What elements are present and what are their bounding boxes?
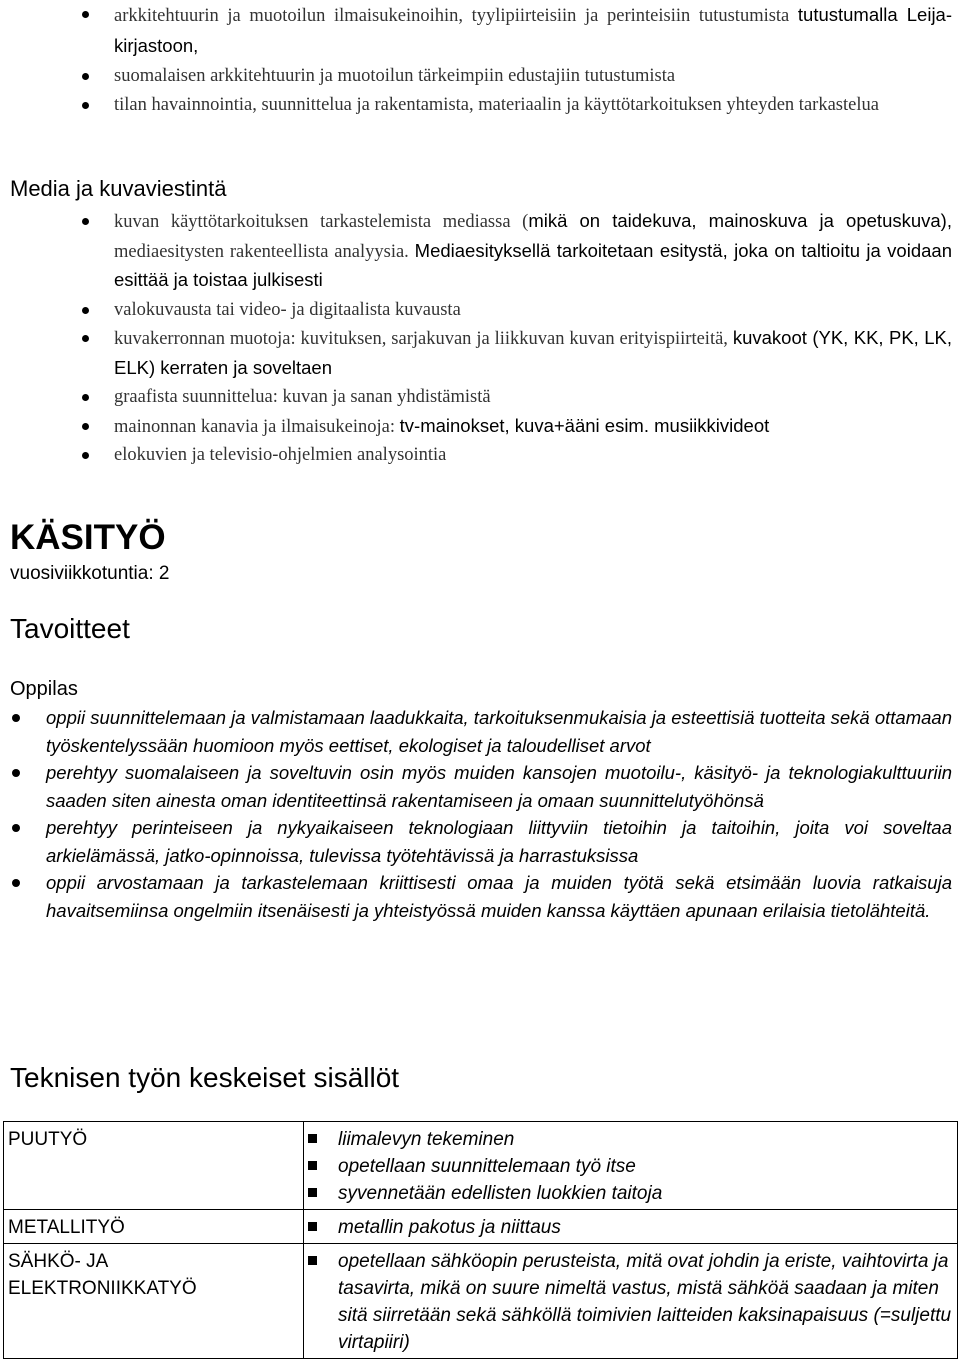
list-item-text: opetellaan suunnittelemaan työ itse: [338, 1156, 636, 1177]
list-item: [0, 869, 960, 924]
table-cell-label: METALLITYÖ: [4, 1210, 304, 1244]
list-item: [0, 412, 960, 442]
list-item-text: opetellaan sähköopin perusteista, mitä ovat johdin ja eriste, vaihtovirta ja tasavirta, mikä on suure nimeltä vastus, mistä sähköä saadaan ja miten sitä siirretään sekä sähköllä toimivien laitteiden kaksinapaisuus (=suljettu virtapiiri): [338, 1251, 952, 1353]
bullet-icon: [82, 102, 89, 109]
list-item-text: mainonnan kanavia ja ilmaisukeinoja:: [114, 416, 400, 437]
bullet-icon: [82, 218, 89, 225]
square-bullet-icon: [308, 1188, 317, 1197]
list-item-text: kuvan käyttötarkoituksen tarkastelemista mediassa (: [114, 212, 529, 232]
table-cell-items: [304, 1210, 958, 1244]
square-bullet-icon: [308, 1222, 317, 1231]
square-bullet-icon: [308, 1256, 317, 1265]
content-list: [304, 1126, 953, 1207]
list-item: [0, 704, 960, 759]
list-item: [0, 324, 960, 383]
table-cell-items: [304, 1244, 958, 1359]
bullet-icon: [12, 824, 20, 832]
bullet-icon: [82, 423, 89, 430]
bullet-icon: [12, 714, 20, 722]
goal-text: perehtyy suomalaiseen ja soveltuvin osin myös muiden kansojen muotoilu-, käsityö- ja teknologiakulttuuriin saaden siten ainesta oman identiteettinsä rakentamiseen ja omaan suunnittelutyöhönsä: [46, 762, 952, 811]
list-item: [0, 441, 960, 470]
list-item-text: syvennetään edellisten luokkien taitoja: [338, 1183, 663, 1204]
list-item-text: metallin pakotus ja niittaus: [338, 1217, 561, 1238]
square-bullet-icon: [308, 1161, 317, 1170]
list-item-text-emphasis: kuvakoot (YK, KK, PK, LK, ELK) kerraten ja soveltaen: [114, 327, 952, 378]
table-row: [4, 1122, 958, 1210]
goal-text: oppii suunnittelemaan ja valmistamaan laadukkaita, tarkoituksenmukaisia ja esteettisiä tuotteita sekä ottamaan työskentelyssään huomioon myös eettiset, ekologiset ja taloudelliset arvot: [46, 707, 952, 756]
subject-title: KÄSITYÖ: [10, 518, 166, 557]
list-item: [0, 91, 960, 120]
list-item: [304, 1180, 953, 1207]
list-item-text-emphasis: tutustumalla Leija-kirjastoon,: [114, 4, 952, 56]
list-item-text-emphasis: Mediaesityksellä tarkoitetaan esitystä, joka on taltioitu ja voidaan esittää ja toistaa julkisesti: [114, 239, 952, 290]
list-item: [0, 207, 960, 296]
media-bullet-list: [0, 207, 960, 470]
list-item-text: mediaesitysten rakenteellista analyysia.: [114, 241, 415, 262]
content-heading: Teknisen työn keskeiset sisällöt: [10, 1062, 400, 1093]
list-item-text: suomalaisen arkkitehtuurin ja muotoilun tärkeimpiin edustajiin tutustumista: [114, 66, 676, 86]
bullet-icon: [82, 335, 89, 342]
bullet-icon: [82, 11, 89, 18]
weekly-hours: vuosiviikkotuntia: 2: [10, 563, 170, 584]
list-item: [304, 1153, 953, 1180]
goals-list: [0, 704, 960, 924]
list-item-text: liimalevyn tekeminen: [338, 1129, 515, 1150]
list-item: [0, 759, 960, 814]
list-item-text-emphasis: tv-mainokset, kuva+ääni esim. musiikkivideot: [399, 414, 770, 436]
list-item-text-emphasis: mikä on taidekuva, mainoskuva ja opetuskuva),: [528, 210, 952, 231]
list-item-text: elokuvien ja televisio-ohjelmien analysointia: [114, 445, 447, 465]
list-item-text: tilan havainnointia, suunnittelua ja rakentamista, materiaalin ja käyttötarkoituksen yhteyden tarkastelua: [114, 95, 879, 115]
bullet-icon: [12, 769, 20, 777]
list-item: [0, 62, 960, 91]
list-item-text: valokuvausta tai video- ja digitaalista kuvausta: [114, 299, 461, 320]
content-list: [304, 1248, 953, 1356]
table-row: [4, 1210, 958, 1244]
media-section-heading: Media ja kuvaviestintä: [10, 176, 227, 201]
list-item-text: graafista suunnittelua: kuvan ja sanan yhdistämistä: [114, 387, 491, 407]
list-item: [0, 814, 960, 869]
list-item: [304, 1126, 953, 1153]
list-item-text: kuvakerronnan muotoja: kuvituksen, sarjakuvan ja liikkuvan kuvan erityispiirteitä,: [114, 329, 733, 349]
list-item: [0, 383, 960, 412]
goal-text: oppii arvostamaan ja tarkastelemaan kriittisesti omaa ja muiden työtä sekä etsimään luovia ratkaisuja havaitsemiinsa ongelmiin itsenäisesti ja yhteistyössä muiden kanssa käyttäen apunaan erilaisia tietolähteitä.: [46, 872, 952, 921]
list-item: [304, 1248, 953, 1356]
content-table: [3, 1121, 958, 1359]
table-cell-items: [304, 1122, 958, 1210]
list-item: [304, 1214, 953, 1241]
list-item: [0, 0, 960, 62]
bullet-icon: [82, 452, 89, 459]
goal-text: perehtyy perinteiseen ja nykyaikaiseen teknologiaan liittyviin tietoihin ja taitoihin, joita voi soveltaa arkielämässä, jatko-opinnoissa, tulevissa työtehtävissä ja harrastuksissa: [46, 817, 952, 866]
table-cell-label: SÄHKÖ- JA ELEKTRONIIKKATYÖ: [4, 1244, 304, 1359]
content-list: [304, 1214, 953, 1241]
list-item: [0, 296, 960, 325]
bullet-icon: [82, 307, 89, 314]
pupil-label: Oppilas: [10, 678, 78, 700]
arts-bullet-list: [0, 0, 960, 120]
bullet-icon: [82, 73, 89, 80]
goals-heading: Tavoitteet: [10, 613, 130, 644]
bullet-icon: [12, 879, 20, 887]
bullet-icon: [82, 394, 89, 401]
square-bullet-icon: [308, 1134, 317, 1143]
table-cell-label: PUUTYÖ: [4, 1122, 304, 1210]
list-item-text: arkkitehtuurin ja muotoilun ilmaisukeinoihin, tyylipiirteisiin ja perinteisiin tutustumista: [114, 6, 790, 26]
table-row: [4, 1244, 958, 1359]
